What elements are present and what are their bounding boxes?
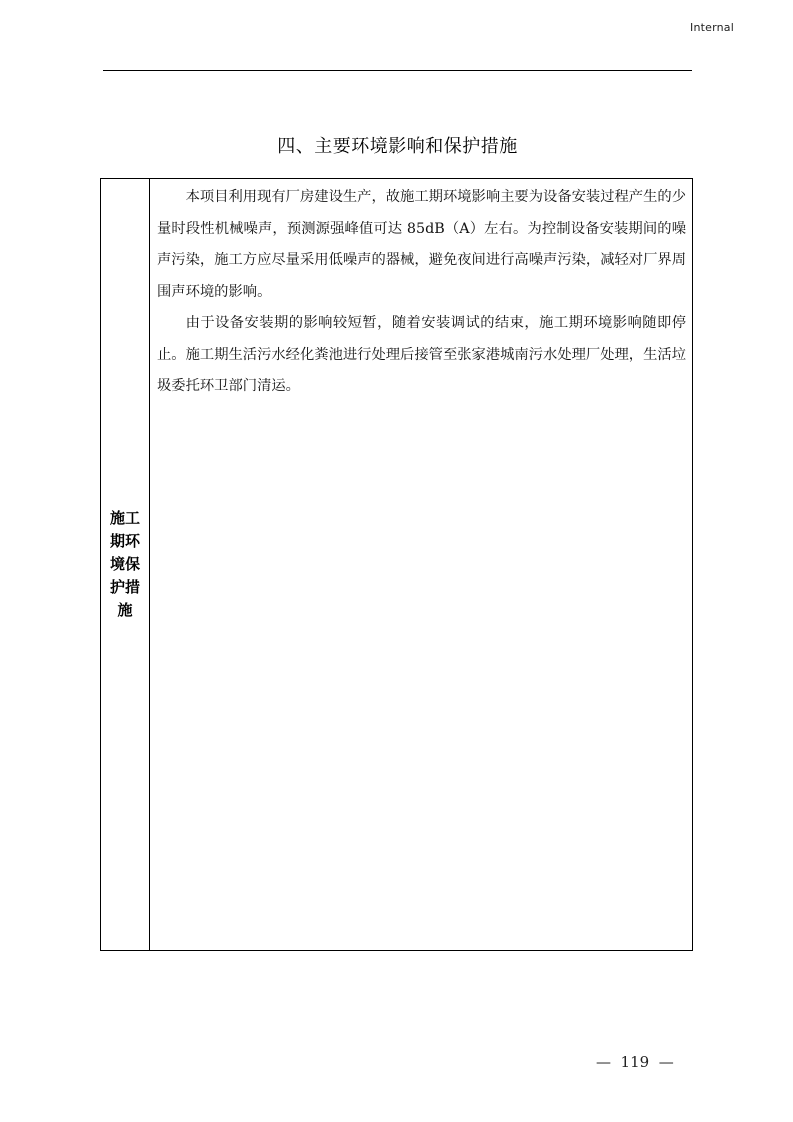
header-label: Internal bbox=[690, 21, 734, 34]
paragraph-wastewater: 由于设备安装期的影响较短暂，随着安装调试的结束，施工期环境影响随即停止。施工期生活污水经化粪池进行处理后接管至张家港城南污水处理厂处理，生活垃圾委托环卫部门清运。 bbox=[157, 315, 686, 394]
category-cell bbox=[101, 179, 150, 950]
paragraph-noise: 本项目利用现有厂房建设生产，故施工期环境影响主要为设备安装过程产生的少量时段性机械噪声，预测源强峰值可达 85dB（A）左右。为控制设备安装期间的噪声污染，施工方应尽量采用低噪声的器械，避免夜间进行高噪声污染，减轻对厂界周围声环境的影响。 bbox=[157, 189, 686, 300]
content-cell bbox=[150, 179, 692, 950]
section-title: 四、主要环境影响和保护措施 bbox=[277, 136, 518, 157]
category-label: 施工期环境保护措施 bbox=[109, 509, 140, 619]
measures-table bbox=[100, 178, 693, 951]
header-rule bbox=[103, 70, 692, 71]
page-number: — 119 — bbox=[596, 1053, 674, 1071]
